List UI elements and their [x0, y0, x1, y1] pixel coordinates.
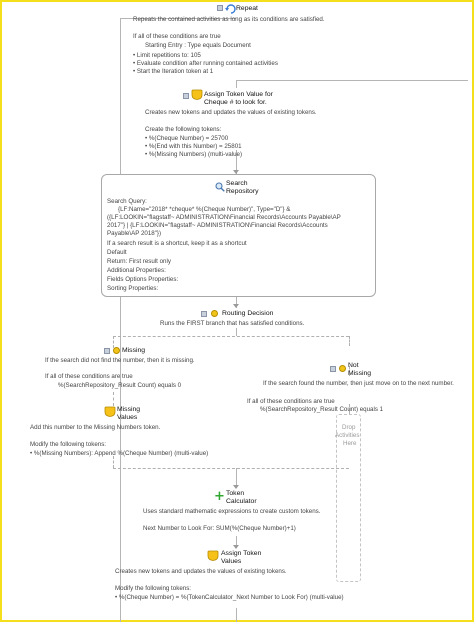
connector [236, 80, 468, 81]
repeat-option: • Evaluate condition after running contained activities [133, 60, 278, 67]
assign-token-item: • %(End with this Number) = 25801 [145, 143, 242, 150]
missing-values-title[interactable]: Values [117, 414, 138, 421]
collapse-toggle-icon[interactable] [104, 348, 110, 354]
search-repository-title[interactable]: Repository [226, 188, 259, 195]
connector-arrow [233, 485, 239, 489]
assign-token-title[interactable]: Cheque # to look for. [204, 99, 267, 106]
token-calculator-title[interactable]: Token [226, 490, 245, 497]
search-query-line: ({LF:LOOKIN="flagstaff~ ADMINISTRATION\Financial Records\Accounts Payable\AP [107, 214, 341, 221]
token-calculator-expression: Next Number to Look For: SUM(%(Cheque Number)+1) [143, 525, 296, 532]
not-missing-title[interactable]: Not [348, 362, 359, 369]
branch-icon [339, 365, 346, 372]
drop-zone-label: Here [343, 440, 357, 447]
missing-branch-title[interactable]: Missing [122, 347, 146, 354]
assign-token-item: • %(Missing Numbers) (multi-value) [145, 151, 243, 158]
token-assign-icon [104, 406, 116, 417]
drop-zone-label: Activities [335, 432, 360, 439]
token-calculator-description: Uses standard mathematic expressions to create custom tokens. [143, 508, 321, 515]
assign-token-item: • %(Cheque Number) = 25700 [145, 135, 229, 142]
token-assign-icon [191, 89, 203, 100]
branch-line [113, 392, 114, 406]
missing-branch-description: If the search did not find the number, then it is missing. [45, 357, 195, 364]
missing-branch-condition: %(SearchRepository_Result Count) equals 0 [58, 382, 182, 389]
collapse-toggle-icon[interactable] [183, 93, 189, 99]
search-setting: Additional Properties: [107, 267, 166, 274]
missing-values-token: • %(Missing Numbers): Append %(Cheque Number) (multi-value) [30, 450, 209, 457]
connector-arrow [233, 545, 239, 549]
token-assign-icon [207, 550, 219, 561]
search-query-line: 2017"} | {LF:LOOKIN="flagstaff~ ADMINISTRATION\Financial Records\Accounts [107, 222, 328, 229]
assign-token-values-description: Creates new tokens and updates the values of existing tokens. [115, 568, 287, 575]
assign-token-values-title[interactable]: Assign Token [221, 550, 262, 557]
token-calculator-title[interactable]: Calculator [226, 498, 257, 505]
search-icon [215, 182, 225, 192]
drop-zone-label: Drop [342, 424, 356, 431]
repeat-title[interactable]: Repeat [236, 5, 258, 12]
assign-token-values-header: Modify the following tokens: [115, 585, 192, 592]
plus-icon: + [214, 489, 225, 504]
branch-line [113, 468, 349, 469]
assign-token-description: Creates new tokens and updates the values of existing tokens. [145, 109, 317, 116]
connector [236, 608, 237, 622]
routing-decision-description: Runs the FIRST branch that has satisfied conditions. [160, 320, 305, 327]
missing-values-header: Modify the following tokens: [30, 441, 107, 448]
branch-line [349, 336, 350, 346]
missing-values-title[interactable]: Missing [117, 406, 141, 413]
search-setting: If a search result is a shortcut, keep it as a shortcut [107, 240, 247, 247]
branch-icon [113, 347, 120, 354]
collapse-toggle-icon[interactable] [330, 366, 336, 372]
not-missing-description: If the search found the number, then just move on to the next number. [263, 380, 454, 387]
missing-values-description: Add this number to the Missing Numbers token. [30, 424, 161, 431]
not-missing-condition-header: If all of these conditions are true [247, 398, 335, 405]
search-repository-title[interactable]: Search [226, 180, 248, 187]
connector-arrow [233, 304, 239, 308]
repeat-condition: Starting Entry : Type equals Document [145, 42, 251, 49]
branch-line [113, 336, 349, 337]
missing-branch-condition-header: If all of these conditions are true [45, 373, 133, 380]
repeat-option: • Start the Iteration token at 1 [133, 68, 214, 75]
repeat-option: • Limit repetitions to: 105 [133, 52, 201, 59]
connector [120, 18, 121, 622]
search-query-label: Search Query: [107, 198, 147, 205]
assign-token-values-token: • %(Cheque Number) = %(TokenCalculator_Next Number to Look For) (multi-value) [115, 594, 344, 601]
connector [236, 328, 237, 336]
assign-token-title[interactable]: Assign Token Value for [204, 91, 273, 98]
collapse-toggle-icon[interactable] [217, 5, 223, 11]
not-missing-condition: %(SearchRepository_Result Count) equals 1 [260, 406, 384, 413]
search-query-line: {LF:Name="2018* *cheque* %(Cheque Number)", Type="D"} & [118, 206, 291, 213]
repeat-condition-header: If all of these conditions are true [133, 33, 221, 40]
collapse-toggle-icon[interactable] [201, 311, 207, 317]
assign-token-header: Create the following tokens: [145, 126, 222, 133]
assign-token-values-title[interactable]: Values [221, 558, 242, 565]
routing-decision-title[interactable]: Routing Decision [222, 310, 274, 317]
connector [236, 80, 237, 88]
routing-decision-icon [211, 310, 218, 317]
search-query-line: Payable\AP 2018"}) [107, 230, 162, 237]
search-setting: Default [107, 249, 127, 256]
search-setting: Fields Options Properties: [107, 276, 179, 283]
repeat-description: Repeats the contained activities as long as its conditions are satisfied. [133, 16, 325, 23]
search-setting: Return: First result only [107, 258, 171, 265]
search-setting: Sorting Properties: [107, 285, 159, 292]
not-missing-title[interactable]: Missing [348, 370, 372, 377]
branch-line [113, 336, 114, 348]
branch-line [113, 456, 114, 468]
